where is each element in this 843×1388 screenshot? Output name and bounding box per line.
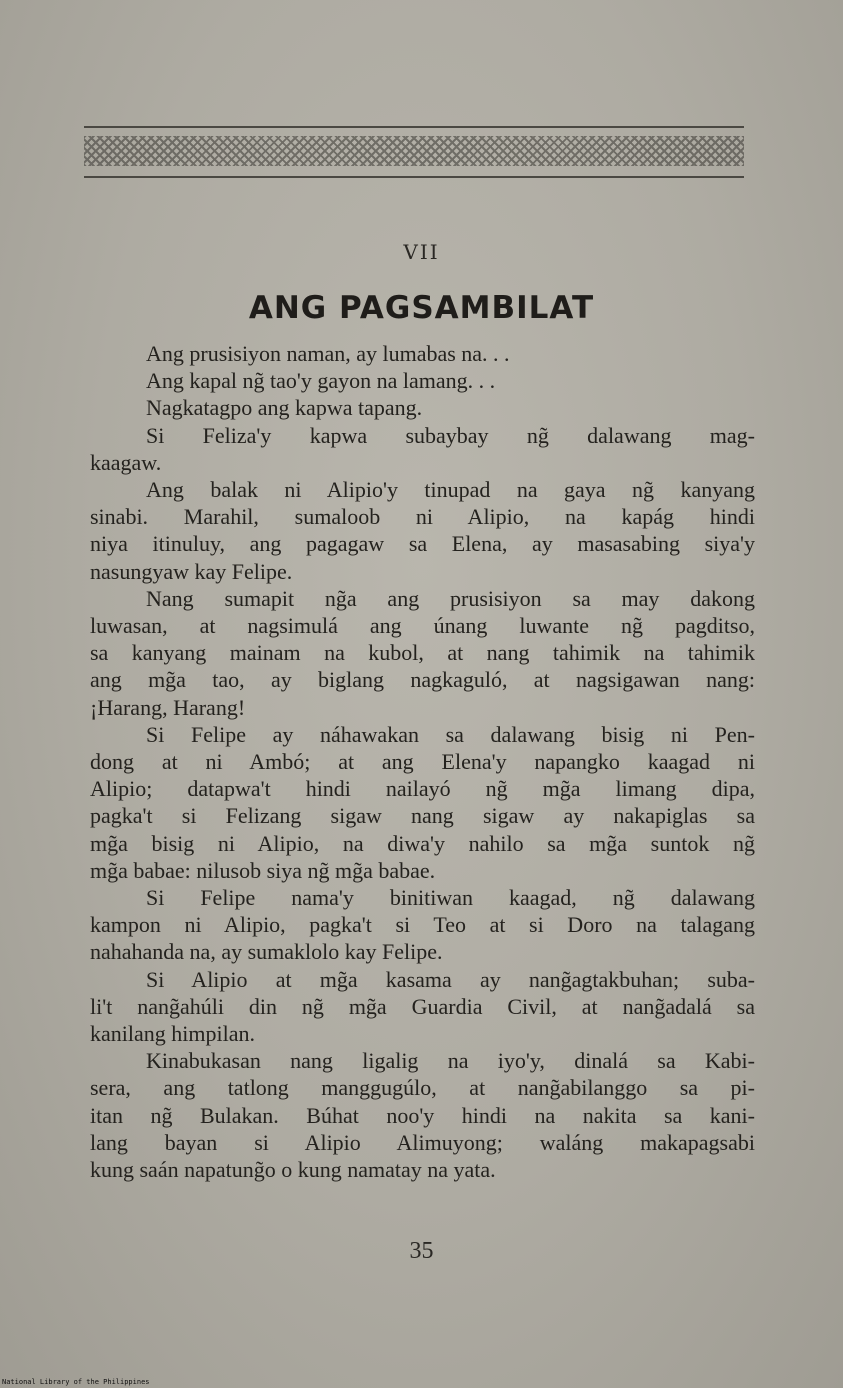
text-line: ang mg̃a tao, ay biglang nagkaguló, at nagsigawan nang: bbox=[90, 667, 755, 693]
chapter-number: VII bbox=[403, 240, 440, 264]
text-line: dong at ni Ambó; at ang Elena'y napangko kaagad ni bbox=[90, 749, 755, 775]
decorative-header-ornament bbox=[84, 122, 744, 186]
text-line: Si Felipe nama'y binitiwan kaagad, ng̃ dalawang bbox=[146, 885, 755, 911]
text-line: nasungyaw kay Felipe. bbox=[90, 558, 293, 584]
text-line: itan ng̃ Bulakan. Búhat noo'y hindi na nakita sa kani- bbox=[90, 1102, 755, 1128]
text-line: lang bayan si Alipio Alimuyong; waláng makapagsabi bbox=[90, 1129, 755, 1155]
ornament-top-rule bbox=[84, 126, 744, 128]
text-line: sinabi. Marahil, sumaloob ni Alipio, na kapág hindi bbox=[90, 504, 755, 530]
text-line: Kinabukasan nang ligalig na iyo'y, dinalá sa Kabi- bbox=[146, 1048, 755, 1074]
text-line: sera, ang tatlong manggugúlo, at nang̃abilanggo sa pi- bbox=[90, 1075, 755, 1101]
text-line: luwasan, at nagsimulá ang únang luwante ng̃ pagditso, bbox=[90, 613, 755, 639]
chapter-title: ANG PAGSAMBILAT bbox=[248, 290, 595, 326]
text-line: Si Alipio at mg̃a kasama ay nang̃agtakbuhan; suba- bbox=[146, 966, 755, 992]
text-line: Ang balak ni Alipio'y tinupad na gaya ng̃ kanyang bbox=[146, 477, 755, 503]
ornament-bottom-rule bbox=[84, 176, 744, 178]
text-line: pagka't si Felizang sigaw nang sigaw ay nakapiglas sa bbox=[90, 803, 755, 829]
text-line: kanilang himpilan. bbox=[90, 1021, 255, 1047]
text-line: kampon ni Alipio, pagka't si Teo at si Doro na talagang bbox=[90, 912, 755, 938]
text-line: li't nang̃ahúli din ng̃ mg̃a Guardia Civil, at nang̃adalá sa bbox=[90, 993, 755, 1019]
text-line: mg̃a babae: nilusob siya ng̃ mg̃a babae. bbox=[90, 857, 436, 883]
text-line: ¡Harang, Harang! bbox=[90, 694, 246, 720]
text-line: Nang sumapit ng̃a ang prusisiyon sa may dakong bbox=[146, 585, 755, 611]
text-line: Si Feliza'y kapwa subaybay ng̃ dalawang mag- bbox=[146, 422, 755, 448]
text-line: niya itinuluy, ang pagagaw sa Elena, ay masasabing siya'y bbox=[90, 531, 755, 557]
text-line: Ang prusisiyon naman, ay lumabas na. . . bbox=[146, 341, 510, 366]
page-number: 35 bbox=[409, 1238, 434, 1264]
text-line: Alipio; datapwa't hindi nailayó ng̃ mg̃a limang dipa, bbox=[90, 776, 755, 802]
text-line: kung saán napatung̃o o kung namatay na yata. bbox=[90, 1157, 496, 1183]
text-line: Si Felipe ay náhawakan sa dalawang bisig ni Pen- bbox=[146, 721, 755, 747]
library-credit: National Library of the Philippines bbox=[2, 1378, 150, 1386]
text-line: sa kanyang mainam na kubol, at nang tahimik na tahimik bbox=[90, 640, 755, 666]
text-line: kaagaw. bbox=[90, 449, 162, 475]
ornament-pattern-band bbox=[84, 136, 744, 166]
body-text bbox=[90, 340, 755, 1183]
text-line: mg̃a bisig ni Alipio, na diwa'y nahilo sa mg̃a suntok ng̃ bbox=[90, 830, 755, 856]
text-line: Nagkatagpo ang kapwa tapang. bbox=[146, 395, 423, 421]
text-line: Ang kapal ng̃ tao'y gayon na lamang. . . bbox=[146, 368, 496, 394]
text-line: nahahanda na, ay sumaklolo kay Felipe. bbox=[90, 939, 443, 965]
